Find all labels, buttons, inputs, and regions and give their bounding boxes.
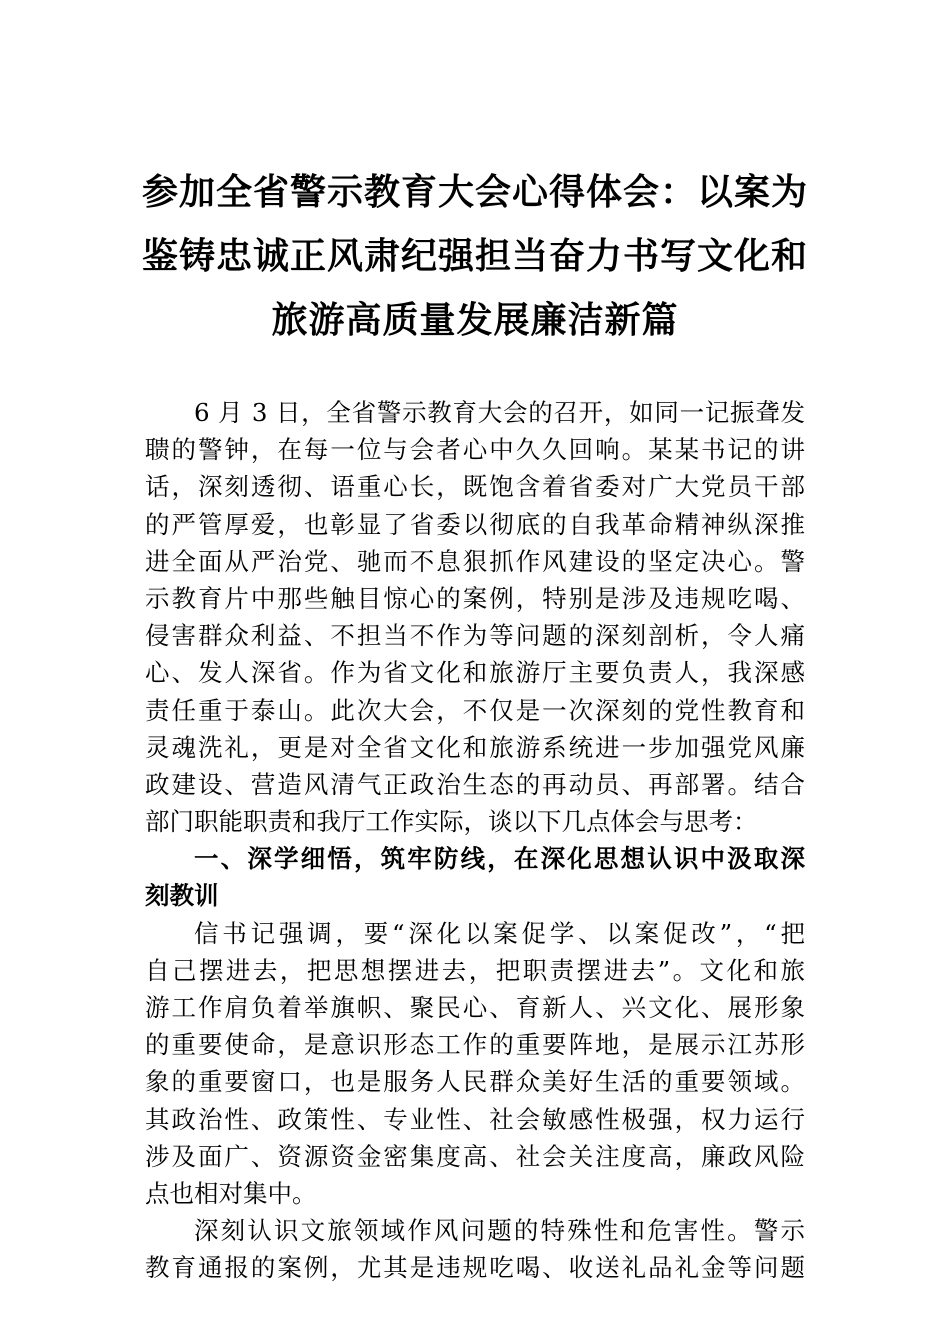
body-line: 灵魂洗礼，更是对全省文化和旅游系统进一步加强党风廉: [145, 732, 805, 762]
document-body: [145, 394, 805, 1287]
document-title: [140, 160, 810, 352]
body-line: 点也相对集中。: [145, 1178, 317, 1208]
body-line: 象的重要窗口，也是服务人民群众美好生活的重要领域。: [145, 1067, 805, 1097]
title-line: 旅游高质量发展廉洁新篇: [271, 299, 679, 341]
title-line: 参加全省警示教育大会心得体会：以案为: [141, 171, 808, 213]
body-line: 自己摆进去，把思想摆进去，把职责摆进去”。文化和旅: [145, 955, 805, 985]
section-heading: 一、深学细悟，筑牢防线，在深化思想认识中汲取深: [194, 844, 805, 874]
body-line: 的重要使命，是意识形态工作的重要阵地，是展示江苏形: [145, 1030, 805, 1060]
title-line: 鉴铸忠诚正风肃纪强担当奋力书写文化和: [141, 235, 808, 277]
body-line: 进全面从严治党、驰而不息狠抓作风建设的坚定决心。警: [145, 546, 805, 576]
body-line: 聩的警钟，在每一位与会者心中久久回响。某某书记的讲: [145, 435, 805, 465]
body-line: 信书记强调，要“深化以案促学、以案促改”，“把: [194, 918, 805, 948]
body-line: 6 月 3 日，全省警示教育大会的召开，如同一记振聋发: [194, 398, 805, 427]
body-line: 游工作肩负着举旗帜、聚民心、育新人、兴文化、展形象: [145, 993, 805, 1022]
body-line: 责任重于泰山。此次大会，不仅是一次深刻的党性教育和: [145, 695, 805, 725]
body-line: 涉及面广、资源资金密集度高、社会关注度高，廉政风险: [145, 1141, 805, 1171]
body-line: 心、发人深省。作为省文化和旅游厅主要负责人，我深感: [145, 658, 805, 688]
body-line: 侵害群众利益、不担当不作为等问题的深刻剖析，令人痛: [145, 621, 805, 651]
body-line: 部门职能职责和我厅工作实际，谈以下几点体会与思考：: [145, 807, 758, 837]
body-line: 教育通报的案例，尤其是违规吃喝、收送礼品礼金等问题: [145, 1253, 805, 1283]
section-heading: 刻教训: [145, 881, 219, 911]
body-line: 政建设、营造风清气正政治生态的再动员、再部署。结合: [145, 769, 805, 799]
body-line: 的严管厚爱，也彰显了省委以彻底的自我革命精神纵深推: [145, 509, 805, 539]
body-line: 示教育片中那些触目惊心的案例，特别是涉及违规吃喝、: [145, 583, 805, 613]
body-line: 深刻认识文旅领域作风问题的特殊性和危害性。警示: [194, 1216, 805, 1246]
body-line: 其政治性、政策性、专业性、社会敏感性极强，权力运行: [145, 1104, 805, 1134]
body-line: 话，深刻透彻、语重心长，既饱含着省委对广大党员干部: [145, 472, 805, 502]
